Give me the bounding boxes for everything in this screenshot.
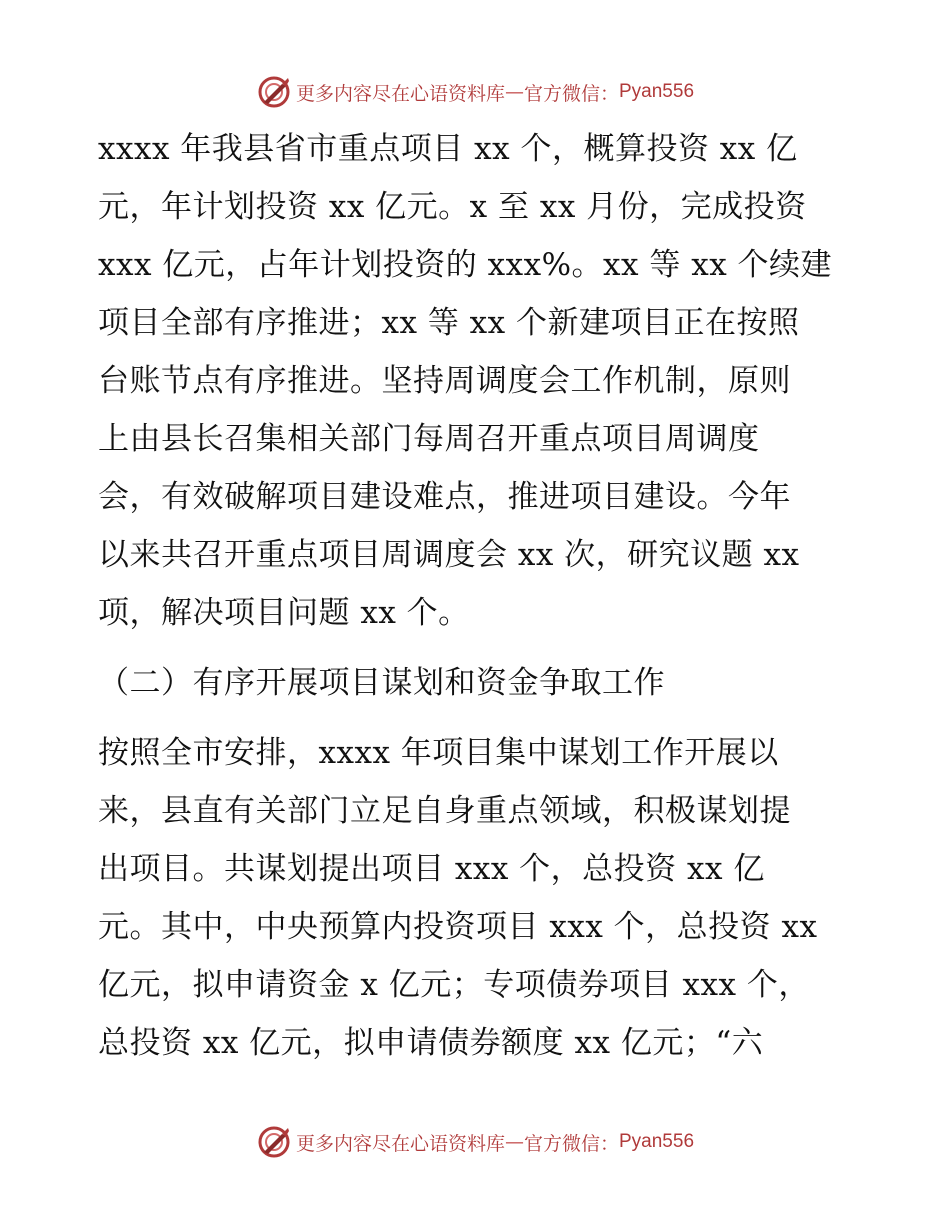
paragraph-line: 上由县长召集相关部门每周召开重点项目周调度	[98, 421, 760, 457]
watermark-label: 官方微信：	[523, 1132, 619, 1155]
paragraph-line: 出项目。共谋划提出项目 xxx 个，总投资 xx 亿	[98, 851, 765, 887]
watermark-label: 官方微信：	[523, 82, 619, 105]
paragraph-line: 以来共召开重点项目周调度会 xx 次，研究议题 xx	[98, 537, 800, 573]
paragraph-1	[98, 120, 858, 642]
watermark-wechat-id: Pyan556	[619, 81, 695, 102]
paragraph-line: 按照全市安排，xxxx 年项目集中谋划工作开展以	[98, 735, 779, 771]
watermark-text: 更多内容尽在心语资料库	[295, 1132, 505, 1155]
paragraph-2	[98, 724, 858, 1072]
paragraph-line: 亿元，拟申请资金 x 亿元；专项债券项目 xxx 个，	[98, 967, 810, 1003]
paragraph-line: 总投资 xx 亿元，拟申请债券额度 xx 亿元；“六	[98, 1025, 764, 1061]
paragraph-line: xxx 亿元，占年计划投资的 xxx%。xx 等 xx 个续建	[98, 247, 833, 283]
footer-watermark	[0, 1124, 950, 1160]
watermark-dash: —	[504, 1131, 524, 1153]
paragraph-line: 元，年计划投资 xx 亿元。x 至 xx 月份，完成投资	[98, 189, 807, 225]
paragraph-line: 元。其中，中央预算内投资项目 xxx 个，总投资 xx	[98, 909, 818, 945]
header-watermark	[0, 74, 950, 110]
brand-logo-icon	[256, 1124, 292, 1160]
watermark-wechat-id: Pyan556	[619, 1131, 695, 1152]
paragraph-line: 项，解决项目问题 xx 个。	[98, 595, 470, 631]
document-body	[98, 120, 858, 1072]
paragraph-line: 会，有效破解项目建设难点，推进项目建设。今年	[98, 479, 791, 515]
paragraph-line: 来，县直有关部门立足自身重点领域，积极谋划提	[98, 793, 791, 829]
paragraph-line: xxxx 年我县省市重点项目 xx 个，概算投资 xx 亿	[98, 131, 798, 167]
paragraph-line: 项目全部有序推进；xx 等 xx 个新建项目正在按照	[98, 305, 800, 341]
section-heading: （二）有序开展项目谋划和资金争取工作	[98, 665, 665, 701]
watermark-text: 更多内容尽在心语资料库	[295, 82, 505, 105]
paragraph-line: 台账节点有序推进。坚持周调度会工作机制，原则	[98, 363, 791, 399]
brand-logo-icon	[256, 74, 292, 110]
watermark-dash: —	[504, 81, 524, 103]
